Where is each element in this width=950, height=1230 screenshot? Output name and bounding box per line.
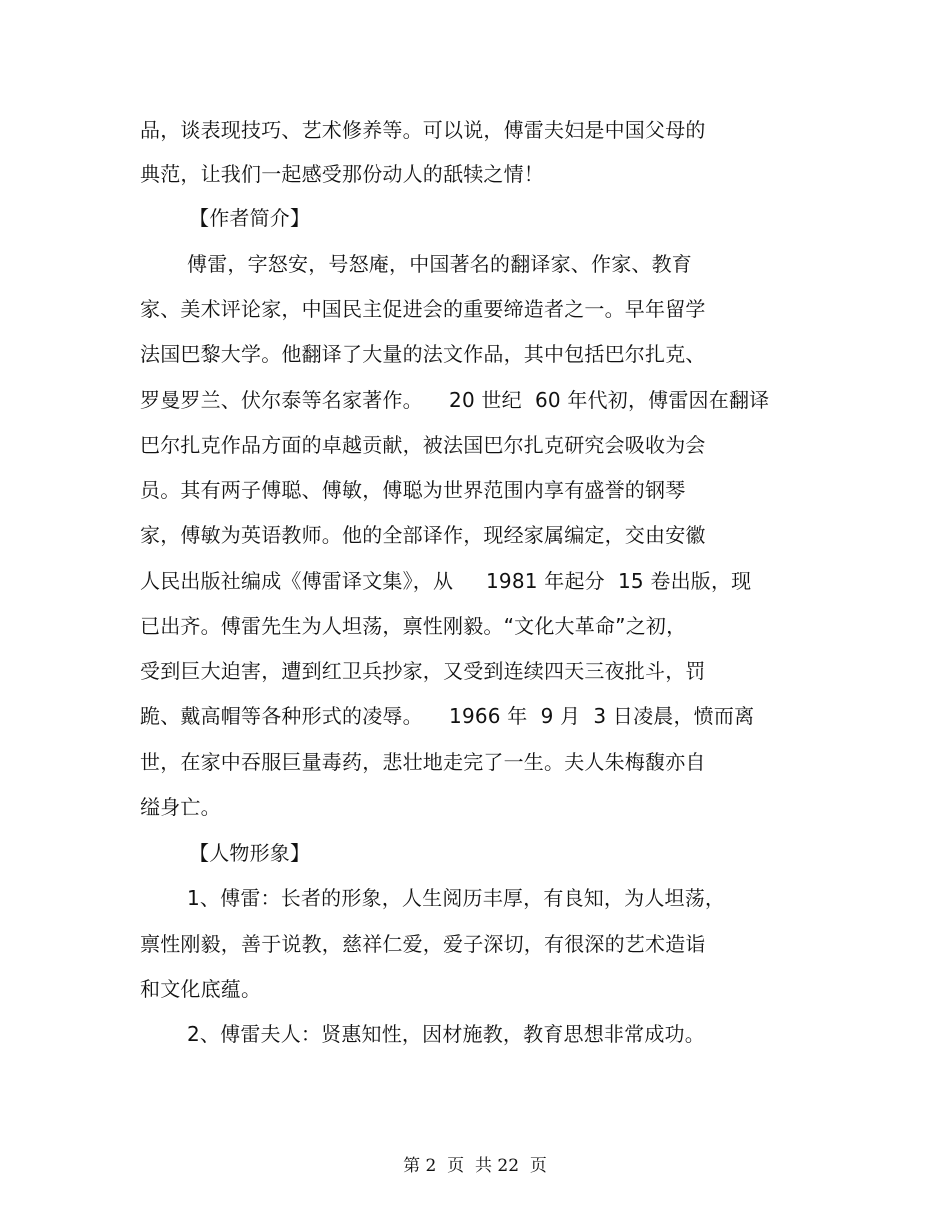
list-item-text: 2、傅雷夫人：贤惠知性，因材施教，教育思想非常成功。 bbox=[187, 1022, 705, 1046]
body-text-line: 傅雷，字怒安，号怒庵，中国著名的翻译家、作家、教育 bbox=[187, 252, 692, 276]
body-text-line: 受到巨大迫害，遭到红卫兵抄家，又受到连续四天三夜批斗，罚 bbox=[140, 659, 706, 683]
page-number-footer: 第 2 页 共 22 页 bbox=[403, 1156, 547, 1176]
body-text-line: 跪、戴高帽等各种形式的凌辱。 1966 年 9 月 3 日凌晨，愤而离 bbox=[140, 704, 755, 728]
body-text-line: 人民出版社编成《傅雷译文集》，从 1981 年起分 15 卷出版，现 bbox=[140, 569, 752, 593]
body-text-line: 禀性刚毅，善于说教，慈祥仁爱，爱子深切，有很深的艺术造诣 bbox=[140, 932, 706, 956]
body-text-line: 和文化底蕴。 bbox=[140, 977, 262, 1001]
body-text-line: 典范，让我们一起感受那份动人的舐犊之情！ bbox=[140, 162, 544, 186]
body-text-line: 品，谈表现技巧、艺术修养等。可以说，傅雷夫妇是中国父母的 bbox=[140, 118, 706, 142]
body-text-line: 法国巴黎大学。他翻译了大量的法文作品，其中包括巴尔扎克、 bbox=[140, 342, 706, 366]
body-text-line: 缢身亡。 bbox=[140, 795, 221, 819]
body-text-line: 家、美术评论家，中国民主促进会的重要缔造者之一。早年留学 bbox=[140, 297, 706, 321]
section-heading-author-intro: 【作者简介】 bbox=[189, 206, 311, 230]
list-item-text: 1、傅雷：长者的形象，人生阅历丰厚，有良知，为人坦荡， bbox=[187, 886, 726, 910]
section-heading-character-image: 【人物形象】 bbox=[189, 841, 311, 865]
body-text-line: 家，傅敏为英语教师。他的全部译作，现经家属编定，交由安徽 bbox=[140, 523, 706, 547]
body-text-line: 巴尔扎克作品方面的卓越贡献，被法国巴尔扎克研究会吸收为会 bbox=[140, 433, 706, 457]
body-text-line: 世，在家中吞服巨量毒药，悲壮地走完了一生。夫人朱梅馥亦自 bbox=[140, 750, 706, 774]
body-text-line: 罗曼罗兰、伏尔泰等名家著作。 20 世纪 60 年代初，傅雷因在翻译 bbox=[140, 388, 770, 412]
body-text-line: 已出齐。傅雷先生为人坦荡，禀性刚毅。“文化大革命”之初， bbox=[140, 614, 687, 638]
body-text-line: 员。其有两子傅聪、傅敏，傅聪为世界范围内享有盛誉的钢琴 bbox=[140, 478, 686, 502]
